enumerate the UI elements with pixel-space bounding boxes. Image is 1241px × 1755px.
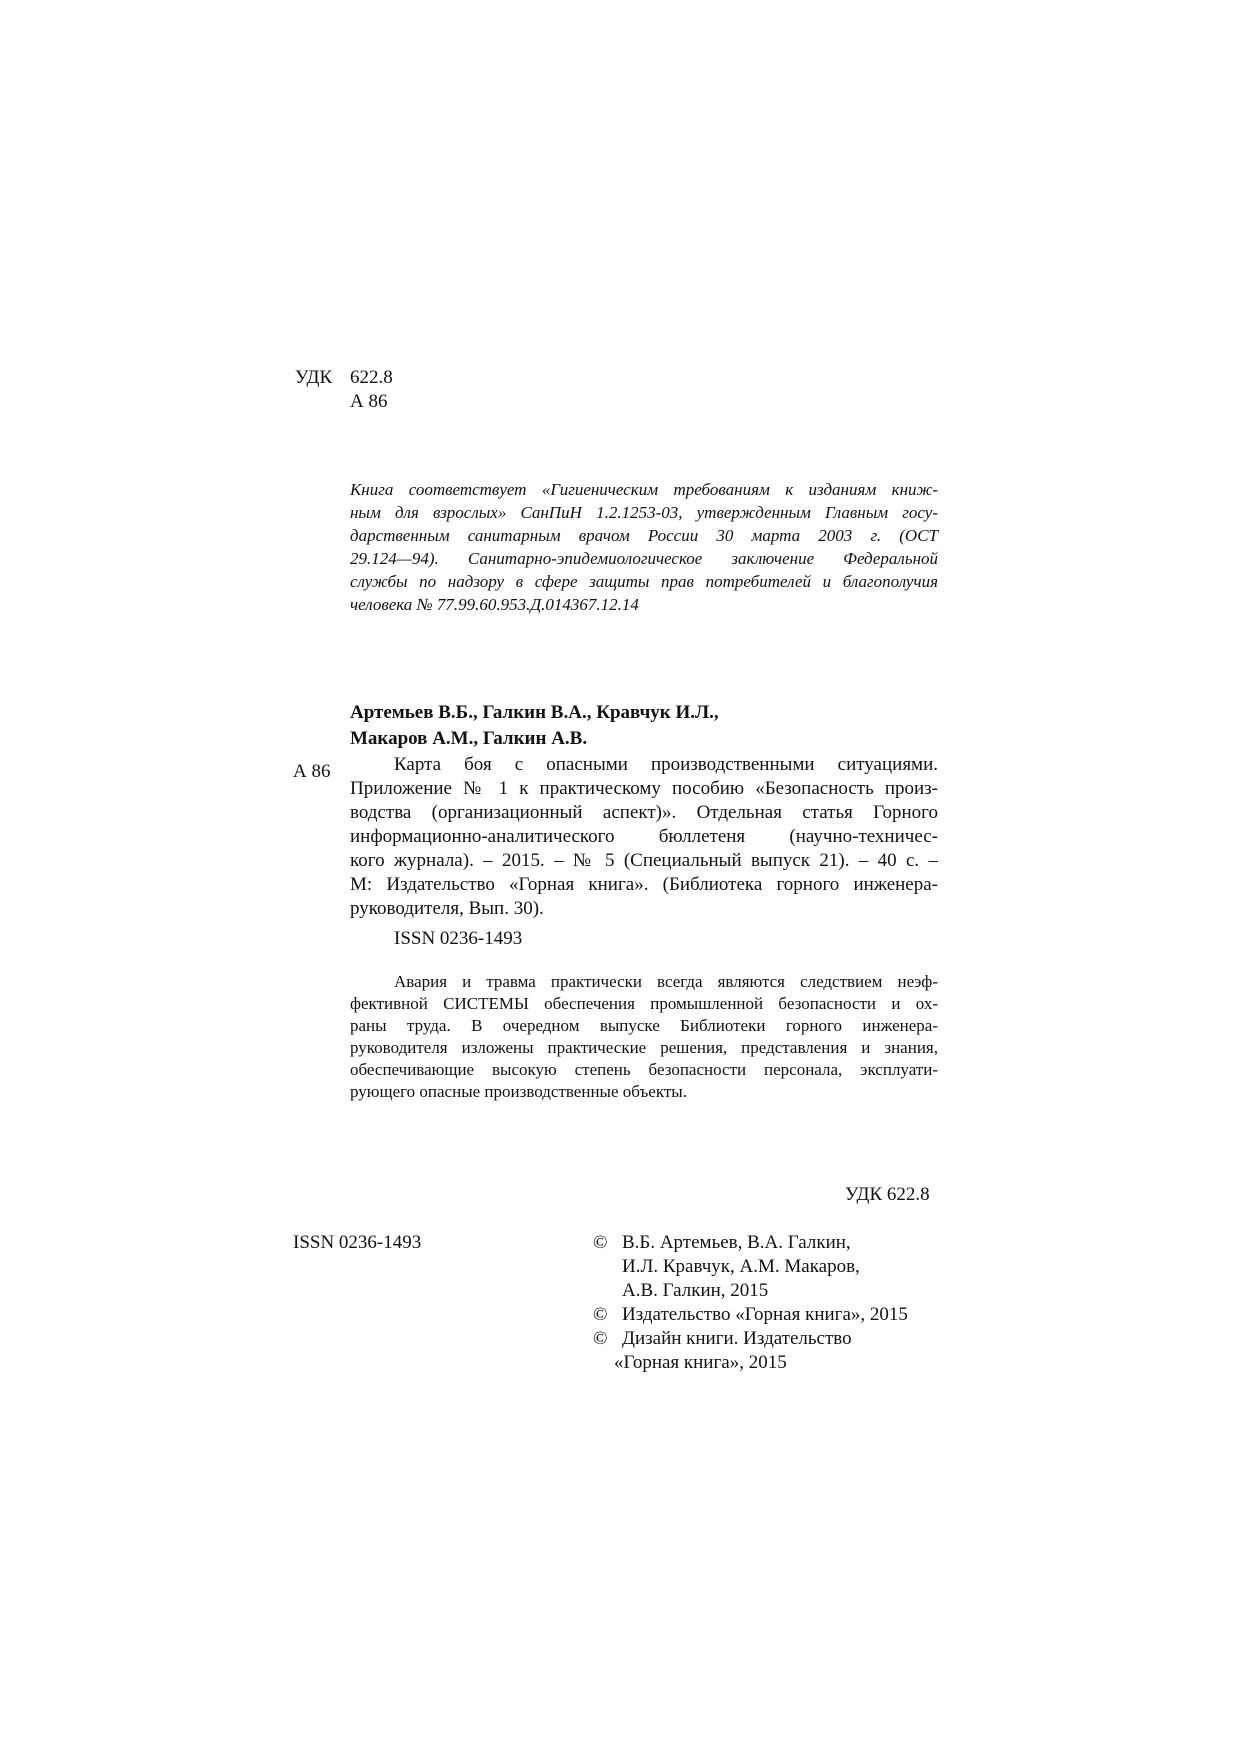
copyright-line: И.Л. Кравчук, А.М. Макаров,	[622, 1256, 860, 1277]
copyright-line: Издательство «Горная книга», 2015	[622, 1304, 908, 1325]
authors-line: Артемьев В.Б., Галкин В.А., Кравчук И.Л.,	[350, 702, 719, 723]
issn: ISSN 0236-1493	[394, 928, 523, 949]
udk-label: УДК	[295, 367, 333, 388]
hygiene-line: ным для взрослых» СанПиН 1.2.1253-03, утвержденным Главным госу-	[350, 503, 938, 522]
description-line: кого журнала). – 2015. – № 5 (Специальный выпуск 21). – 40 с. –	[350, 850, 938, 871]
copyright-line: А.В. Галкин, 2015	[622, 1280, 769, 1301]
udk-right: УДК 622.8	[845, 1184, 930, 1205]
authors-line: Макаров А.М., Галкин А.В.	[350, 728, 588, 749]
udk-code: 622.8	[350, 367, 393, 388]
hygiene-line: службы по надзору в сфере защиты прав потребителей и благополучия	[350, 572, 938, 591]
abstract-line: рующего опасные производственные объекты.	[350, 1082, 687, 1101]
description-line: информационно-аналитического бюллетеня (научно-техничес-	[350, 826, 938, 847]
description-line: М: Издательство «Горная книга». (Библиотека горного инженера-	[350, 874, 938, 895]
description-line: руководителя, Вып. 30).	[350, 898, 544, 919]
copyright-symbol: ©	[593, 1328, 608, 1349]
copyright-line: В.Б. Артемьев, В.А. Галкин,	[622, 1232, 851, 1253]
hygiene-line: человека № 77.99.60.953.Д.014367.12.14	[350, 595, 639, 614]
hygiene-line: 29.124—94). Санитарно-эпидемиологическое заключение Федеральной	[350, 549, 938, 568]
copyright-symbol: ©	[593, 1304, 608, 1325]
abstract-line: Авария и травма практически всегда являются следствием неэф-	[394, 972, 938, 991]
abstract-line: фективной СИСТЕМЫ обеспечения промышленной безопасности и ох-	[350, 994, 938, 1013]
description-line: Карта боя с опасными производственными ситуациями.	[394, 754, 938, 775]
abstract-line: раны труда. В очередном выпуске Библиотеки горного инженера-	[350, 1016, 938, 1035]
copyright-line: Дизайн книги. Издательство	[622, 1328, 852, 1349]
copyright-line: «Горная книга», 2015	[614, 1352, 787, 1373]
copyright-symbol: ©	[593, 1232, 608, 1253]
abstract-line: обеспечивающие высокую степень безопасности персонала, эксплуати-	[350, 1060, 938, 1079]
issn-bottom: ISSN 0236-1493	[293, 1232, 422, 1253]
margin-author-mark: А 86	[293, 761, 331, 782]
description-line: водства (организационный аспект)». Отдельная статья Горного	[350, 802, 938, 823]
author-mark: А 86	[350, 391, 388, 412]
hygiene-line: Книга соответствует «Гигиеническим требованиям к изданиям книж-	[350, 480, 938, 499]
abstract-line: руководителя изложены практические решения, представления и знания,	[350, 1038, 938, 1057]
hygiene-line: дарственным санитарным врачом России 30 марта 2003 г. (ОСТ	[350, 526, 938, 545]
description-line: Приложение № 1 к практическому пособию «Безопасность произ-	[350, 778, 938, 799]
